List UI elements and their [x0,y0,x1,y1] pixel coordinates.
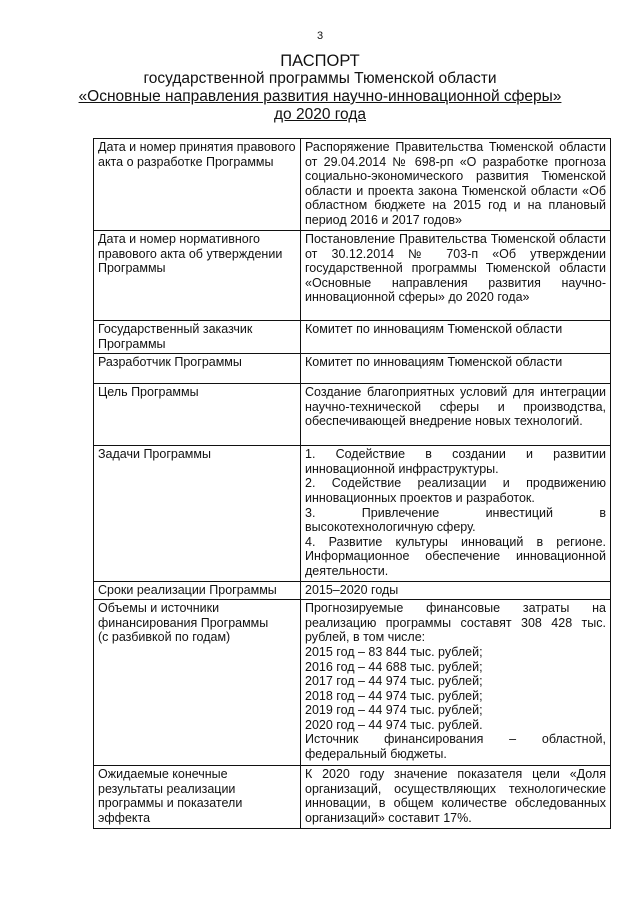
label-line: финансирования Программы [98,615,269,630]
financing-year: 2019 год – 44 974 тыс. рублей; [305,703,483,718]
row-label-tasks: Задачи Программы [94,446,301,581]
title-line-3: «Основные направления развития научно-инновационной сферы» [78,88,562,105]
table-row [94,321,611,354]
label-line: Объемы и источники [98,601,220,616]
table-row [94,581,611,600]
title-line-2: государственной программы Тюменской области [143,70,497,87]
page-number: 3 [316,30,324,42]
label-line: эффекта [98,810,151,825]
row-value-legal-act: Распоряжение Правительства Тюменской области от 29.04.2014 № 698-рп «О разработке прогноза социально-экономического развития Тюменской области и проекта закона Тюменской области «Об областном бюджете на 2015 год и на плановый период 2016 и 2017 годов» [301,139,611,231]
title-line-1: ПАСПОРТ [280,52,360,70]
title-line-4: до 2020 года [273,106,367,123]
table-row [94,231,611,321]
row-label-financing [94,600,301,766]
financing-year: 2020 год – 44 974 тыс. рублей. [305,717,483,732]
task-item: 4. Развитие культуры инноваций в регионе. Информационное обеспечение инновационной деятельности. [305,534,606,578]
label-line: результаты реализации [98,781,236,796]
row-value-goal: Создание благоприятных условий для интеграции научно-технической сферы и производства, обеспечивающей внедрение новых технологий. [301,384,611,446]
table-row [94,766,611,828]
label-line: программы и показатели [98,796,243,811]
row-label-legal-act: Дата и номер принятия правового акта о разработке Программы [94,139,301,231]
financing-intro: Прогнозируемые финансовые затраты на реализацию программы составят 308 428 тыс. рублей, в том числе: [305,601,606,645]
row-value-results: К 2020 году значение показателя цели «Доля организаций, осуществляющих технологические инновации, в общем количестве обследованных организаций» составит 17%. [301,766,611,828]
label-line: Ожидаемые конечные [98,767,228,782]
row-value-approval-act: Постановление Правительства Тюменской области от 30.12.2014 № 703-п «Об утверждении государственной программы Тюменской области «Основные направления развития научно-инновационной сферы» до 2020 года» [301,231,611,321]
row-value-customer: Комитет по инновациям Тюменской области [301,321,611,354]
row-label-goal: Цель Программы [94,384,301,446]
row-label-results [94,766,301,828]
row-value-developer: Комитет по инновациям Тюменской области [301,354,611,384]
financing-year: 2016 год – 44 688 тыс. рублей; [305,659,483,674]
financing-year: 2018 год – 44 974 тыс. рублей; [305,688,483,703]
row-value-timeline: 2015–2020 годы [301,581,611,600]
table-row [94,354,611,384]
row-value-tasks [301,446,611,581]
financing-year: 2015 год – 83 844 тыс. рублей; [305,644,483,659]
row-label-timeline: Сроки реализации Программы [94,581,301,600]
financing-year: 2017 год – 44 974 тыс. рублей; [305,674,483,689]
task-item: 2. Содействие реализации и продвижению инновационных проектов и разработок. [305,476,606,505]
label-line: (с разбивкой по годам) [98,630,231,645]
financing-sources: Источник финансирования – областной, федеральный бюджеты. [305,732,606,762]
document-title [0,52,640,124]
table-row [94,384,611,446]
row-label-customer: Государственный заказчик Программы [94,321,301,354]
table-row [94,600,611,766]
passport-table [93,138,611,829]
row-label-developer: Разработчик Программы [94,354,301,384]
table-row [94,139,611,231]
task-item: 3. Привлечение инвестиций в высокотехнологичную сферу. [305,505,606,535]
table-row [94,446,611,581]
row-label-approval-act: Дата и номер нормативного правового акта об утверждении Программы [94,231,301,321]
task-item: 1. Содействие в создании и развитии инновационной инфраструктуры. [305,447,606,476]
row-value-financing [301,600,611,766]
